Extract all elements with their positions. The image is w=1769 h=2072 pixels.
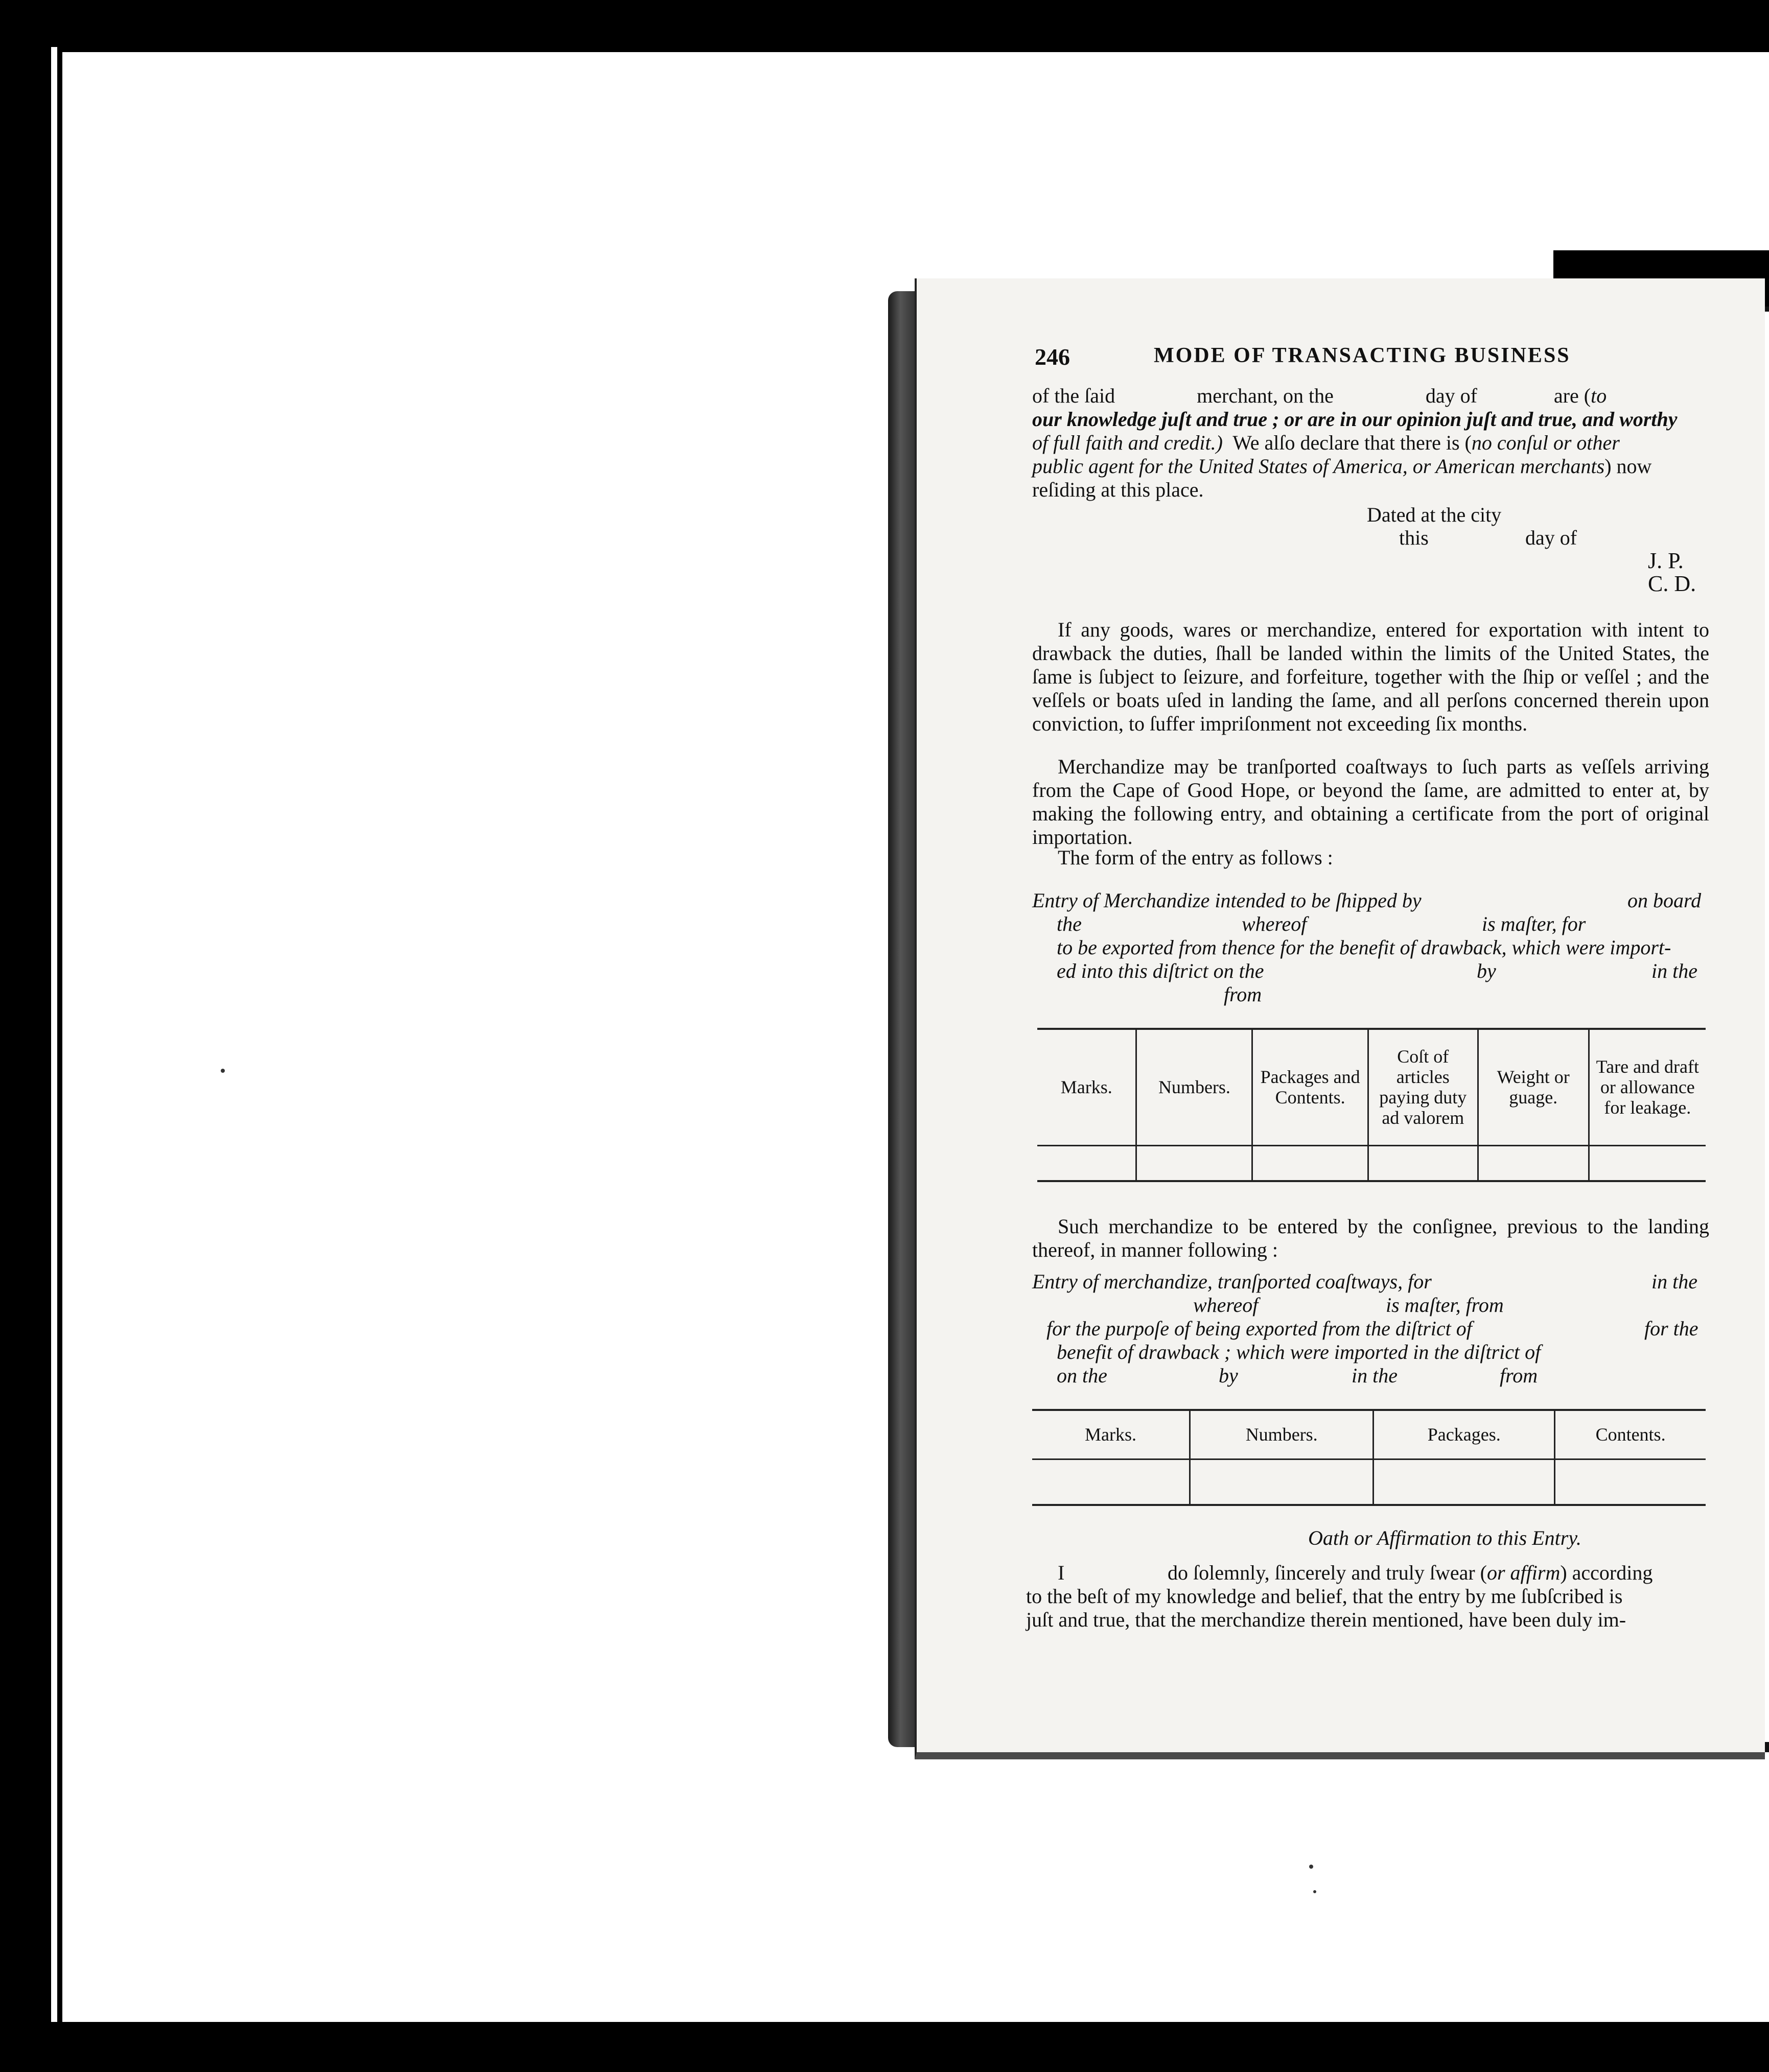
entry-table-1 [1037,1028,1706,1182]
dated-line-1: Dated at the city [1367,503,1502,526]
opening-line-3-text: We alſo declare that there is ( [1222,431,1472,454]
book-spine [888,291,919,1747]
opening-line-5: reſiding at this place. [1032,478,1204,501]
table-cell [1374,1459,1555,1505]
col-weight-guage: Weight or guage. [1478,1029,1589,1145]
scan-speck [221,1069,225,1073]
col-numbers: Numbers. [1190,1410,1374,1459]
running-title: MODE OF TRANSACTING BUSINESS [1154,344,1571,367]
table-header-row [1037,1029,1706,1145]
col-packages: Packages. [1374,1410,1555,1459]
entry2-line-3: for the purpoſe of being exported from the diſtrict of [1046,1317,1472,1340]
opening-line-3-italic: of full faith and credit.) [1032,431,1223,454]
table-row [1037,1145,1706,1181]
opening-line-4-italic: public agent for the United States of America, or American merchants [1032,455,1605,478]
entry1-by: by [1477,959,1496,982]
entry1-line-4: ed into this diſtrict on the [1057,959,1264,982]
scan-border-bottom [0,2022,1769,2072]
table-cell [1478,1145,1589,1181]
col-packages-contents: Packages and Contents. [1252,1029,1368,1145]
col-marks: Marks. [1060,1077,1112,1098]
entry1-line-3: to be exported from thence for the benefit of drawback, which were import- [1057,936,1671,959]
oath-i: I [1058,1561,1065,1584]
entry2-line-1: Entry of merchandize, tranſported coaſtways, for [1032,1270,1432,1293]
table-cell [1032,1459,1190,1505]
oath-line-2: to the beſt of my knowledge and belief, that the entry by me ſubſcribed is [1026,1585,1623,1608]
dated-day-of: day of [1525,526,1577,549]
entry1-master: is maſter, for [1482,912,1586,935]
signature-cd: C. D. [1648,571,1696,596]
opening-line-1 [1032,384,1607,408]
entry2-in-the: in the [1651,1270,1697,1293]
entry2-in-the-2: in the [1352,1364,1398,1387]
table-cell [1252,1145,1368,1181]
col-tare-draft: Tare and draft or allowance for leakage. [1589,1029,1706,1145]
scan-border-top-inner [57,47,1769,52]
col-cost-ad-valorem: Coſt of articles paying duty ad valorem [1368,1029,1478,1145]
entry2-master: is maſter, from [1386,1293,1504,1316]
oath-line-1-text: do ſolemnly, ſincerely and truly ſwear ( [1168,1561,1487,1584]
table-cell [1037,1145,1136,1181]
signature-jp: J. P. [1648,548,1684,573]
col-contents: Contents. [1555,1410,1706,1459]
opening-line-3 [1032,431,1620,455]
page-number: 246 [1035,344,1070,370]
entry1-line-1-end: on board [1627,889,1702,912]
table-row [1032,1459,1706,1505]
entry2-line-4: benefit of drawback ; which were imported in the diſtrict of [1057,1340,1541,1363]
oath-line-1-end: ) according [1560,1561,1653,1584]
oath-line-1-italic: or affirm [1486,1561,1561,1584]
paragraph-landing-penalty: If any goods, wares or merchandize, entered for exportation with intent to drawback the duties, ſhall be landed within the limits of the United States, the ſame is ſubject to ſeizure, and forfeiture, together with the ſhip or veſſel ; and the veſſels or boats uſed in landing the ſame, and all perſons concerned therein upon conviction, to ſuffer impriſonment not exceeding ſix months. [1032,618,1709,735]
paragraph-coastways: Merchandize may be tranſported coaſtways to ſuch parts as veſſels arriving from the Cape of Good Hope, or beyond the ſame, are admitted to enter at, by making the following entry, and obtaining a certificate from the port of original importation. [1032,755,1709,849]
entry1-in-the: in the [1651,959,1697,982]
scan-border-top [0,0,1769,47]
opening-line-1-text: of the ſaid merchant, on the day of are ( [1032,384,1591,407]
opening-line-1-italic: to [1591,384,1607,407]
oath-line-1 [1168,1561,1652,1585]
dated-this: this [1399,526,1429,549]
opening-line-3-italic-b: no conſul or other [1471,431,1620,454]
table-header-row [1032,1410,1706,1459]
table-cell [1555,1459,1706,1505]
paragraph-form-intro: The form of the entry as follows : [1058,846,1333,869]
entry2-by: by [1219,1364,1238,1387]
table-cell [1589,1145,1706,1181]
entry2-whereof: whereof [1193,1293,1259,1316]
table-cell [1136,1145,1252,1181]
col-numbers: Numbers. [1136,1029,1252,1145]
entry-table-2 [1032,1409,1706,1506]
scan-speck [1313,1890,1316,1893]
entry2-for-the: for the [1644,1317,1698,1340]
entry1-line-1: Entry of Merchandize intended to be ſhipped by [1032,889,1422,912]
entry2-from: from [1500,1364,1538,1387]
opening-line-4 [1032,455,1651,478]
scan-border-left [0,0,51,2072]
col-marks: Marks. [1085,1424,1137,1445]
scan-border-gap [51,47,56,2019]
entry1-whereof: whereof [1242,912,1307,935]
oath-line-3: juſt and true, that the merchandize therein mentioned, have been duly im- [1026,1608,1626,1631]
scan-border-inner [57,51,62,2023]
entry1-the: the [1057,912,1082,935]
entry1-from: from [1224,983,1262,1006]
scan-speck [1309,1865,1313,1869]
table-cell [1190,1459,1374,1505]
oath-heading: Oath or Affirmation to this Entry. [1308,1526,1581,1549]
table-cell [1368,1145,1478,1181]
entry2-on-the: on the [1057,1364,1107,1387]
paragraph-consignee: Such merchandize to be entered by the conſignee, previous to the landing thereof, in manner following : [1032,1215,1709,1261]
opening-line-4-text: ) now [1604,455,1652,478]
opening-line-2: our knowledge juſt and true ; or are in our opinion juſt and true, and worthy [1032,408,1678,431]
